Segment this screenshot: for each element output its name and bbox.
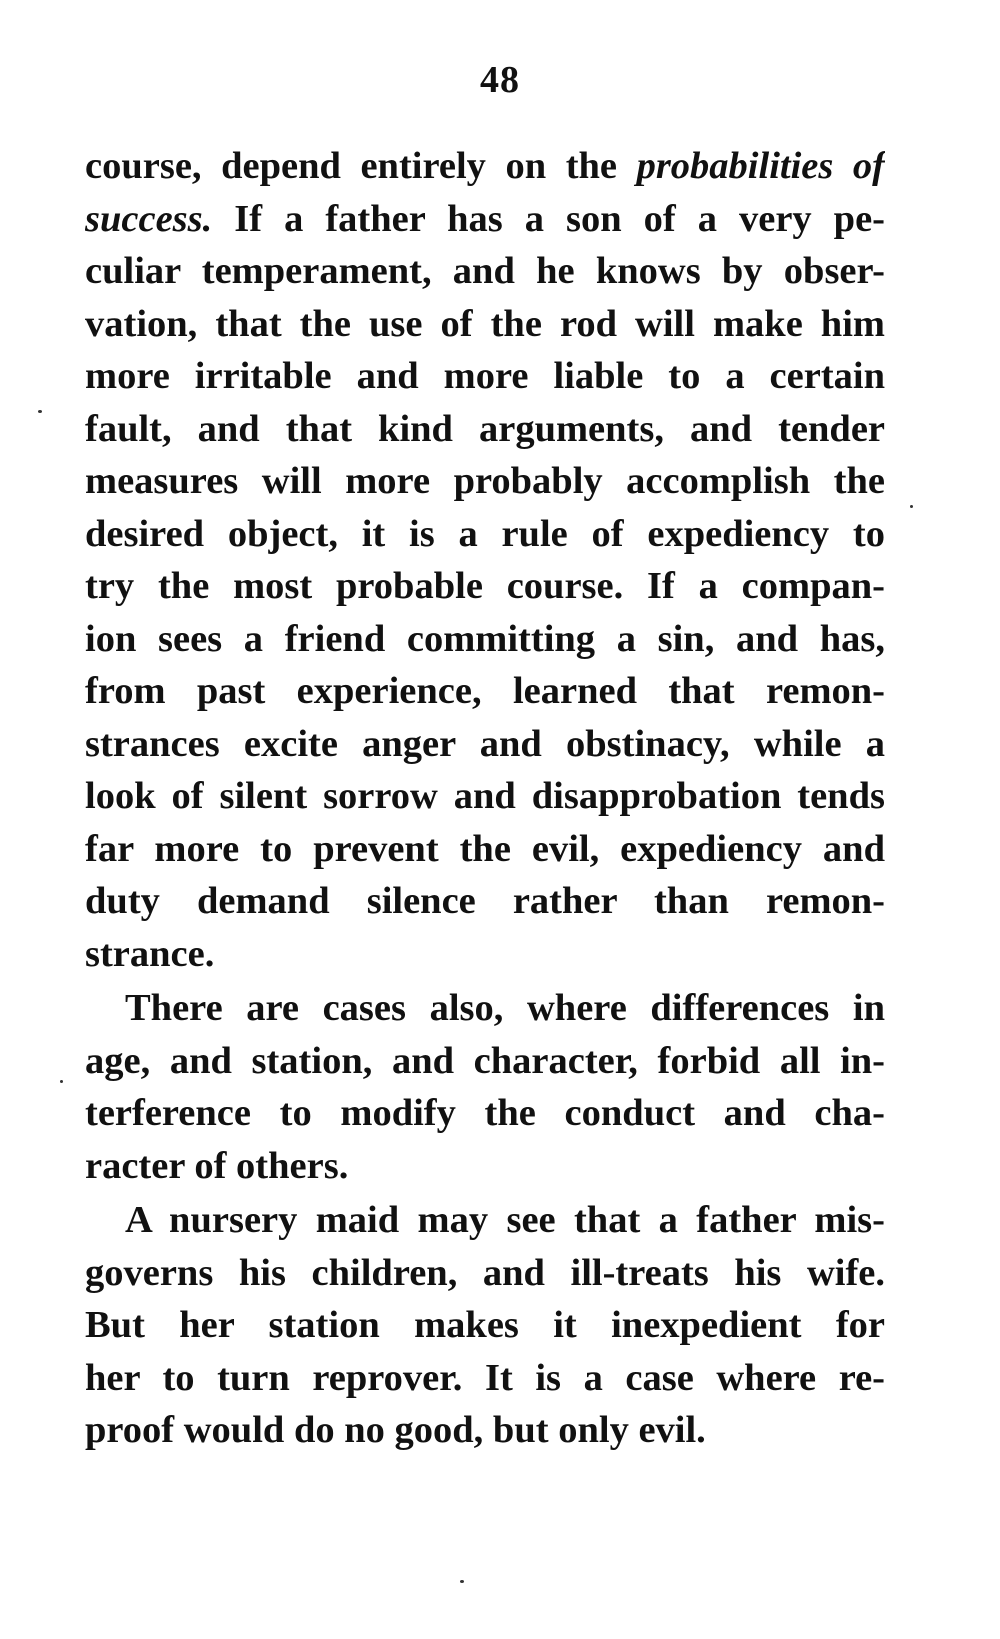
text-segment: course, depend entirely on the (85, 145, 637, 187)
text-segment: A nursery maid may see that a father mis- (125, 1199, 885, 1241)
text-segment: vation, that the use of the rod will make him (85, 302, 885, 345)
text-line (85, 403, 885, 456)
text-line (85, 298, 885, 351)
text-line (85, 718, 885, 771)
paragraph (85, 1194, 885, 1457)
text-line (85, 613, 885, 666)
paragraph (85, 140, 885, 980)
text-line (85, 1194, 885, 1247)
text-segment: desired object, it is a rule of expediency to (85, 512, 885, 555)
text-segment: more irritable and more liable to a certain (85, 355, 885, 397)
text-line (85, 1352, 885, 1405)
text-line (85, 665, 885, 718)
text-segment: her to turn reprover. It is a case where re- (85, 1356, 885, 1399)
text-segment: There are cases also, where differences in (125, 987, 885, 1029)
text-line (85, 245, 885, 298)
italic-text: probabilities of (636, 145, 885, 187)
text-segment: try the most probable course. If a compan- (85, 565, 885, 607)
text-segment: strances excite anger and obstinacy, while a (85, 722, 885, 765)
text-segment: far more to prevent the evil, expediency and (85, 827, 885, 870)
text-segment: age, and station, and character, forbid all in- (85, 1039, 885, 1082)
text-line (85, 455, 885, 508)
text-line (85, 1140, 885, 1193)
text-line (85, 1035, 885, 1088)
text-line (85, 1404, 885, 1457)
page-number: 48 (480, 59, 520, 101)
text-segment: ion sees a friend committing a sin, and has, (85, 617, 885, 660)
text-line (85, 140, 885, 193)
text-segment: proof would do no good, but only evil. (85, 1409, 706, 1451)
text-segment: duty demand silence rather than remon- (85, 880, 885, 922)
text-segment: look of silent sorrow and disapprobation tends (85, 775, 885, 817)
scan-speck (38, 410, 42, 413)
text-line (85, 982, 885, 1035)
text-line (85, 1247, 885, 1300)
paragraph (85, 982, 885, 1192)
scan-speck (60, 1080, 63, 1083)
text-segment: governs his children, and ill-treats his wife. (85, 1251, 885, 1294)
text-line (85, 560, 885, 613)
text-line (85, 770, 885, 823)
body-text (85, 140, 885, 1457)
text-line (85, 1087, 885, 1140)
scan-speck (460, 1580, 464, 1583)
text-segment: measures will more probably accomplish the (85, 460, 885, 502)
text-segment: terference to modify the conduct and cha- (85, 1092, 885, 1134)
text-line (85, 875, 885, 928)
text-segment: But her station makes it inexpedient for (85, 1304, 885, 1346)
text-line (85, 928, 885, 981)
text-line (85, 350, 885, 403)
scan-speck (910, 505, 913, 508)
text-segment: from past experience, learned that remon- (85, 670, 885, 712)
text-segment: culiar temperament, and he knows by obser- (85, 250, 885, 292)
text-line (85, 508, 885, 561)
text-segment: racter of others. (85, 1144, 349, 1187)
text-line (85, 1299, 885, 1352)
text-segment: strance. (85, 932, 215, 975)
text-line (85, 823, 885, 876)
text-segment: If a father has a son of a very pe- (212, 197, 885, 240)
text-line (85, 193, 885, 246)
italic-text: success. (85, 197, 213, 240)
text-segment: fault, and that kind arguments, and tender (85, 407, 885, 450)
